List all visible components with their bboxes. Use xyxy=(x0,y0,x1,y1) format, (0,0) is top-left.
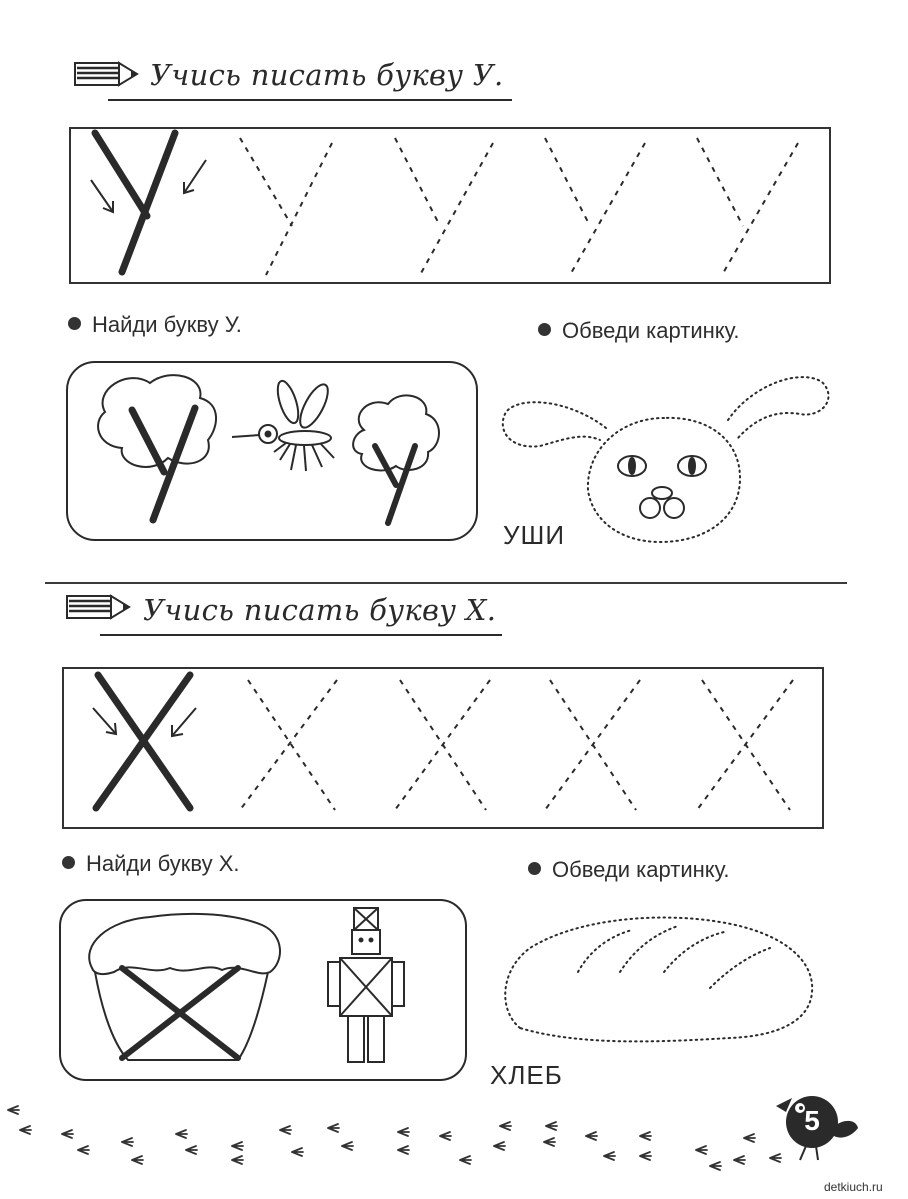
bunny-trace-picture xyxy=(503,377,829,542)
bread-trace-picture xyxy=(505,918,812,1042)
find-u-instruction xyxy=(68,312,242,338)
bunny-face xyxy=(618,456,706,518)
find-x-instruction-text: Найди букву Х. xyxy=(86,851,240,876)
page-number: 5 xyxy=(804,1105,820,1136)
letter-x-dotted-guides xyxy=(240,680,793,810)
picture-word-ushi: УШИ xyxy=(503,520,566,550)
section-u-title-underline xyxy=(108,99,512,101)
bullet-icon xyxy=(68,317,81,330)
bullet-icon xyxy=(538,323,551,336)
trace-x-instruction-text: Обведи картинку. xyxy=(552,857,730,882)
bullet-icon xyxy=(528,862,541,875)
trace-u-instruction xyxy=(538,318,740,344)
section-u-title: Учись писать букву У. xyxy=(150,58,504,92)
mosquito-icon xyxy=(232,379,334,471)
toy-soldier-icon xyxy=(328,908,404,1062)
trace-u-instruction-text: Обведи картинку. xyxy=(562,318,740,343)
section-divider xyxy=(45,582,847,584)
letter-u-in-small-tree xyxy=(375,446,415,523)
letter-u-dotted-guides xyxy=(240,138,798,275)
find-u-instruction-text: Найди букву У. xyxy=(92,312,242,337)
letter-x-sample xyxy=(96,675,190,808)
pencil-icon xyxy=(67,596,129,618)
site-watermark: detkiuch.ru xyxy=(824,1180,883,1194)
section-x-title-underline xyxy=(100,634,502,636)
small-tree-icon xyxy=(353,395,439,470)
pencil-icon xyxy=(75,63,137,85)
letter-u-trace-box xyxy=(70,128,830,283)
bird-footprints-icon xyxy=(8,1106,781,1170)
letter-x-in-cake xyxy=(122,968,238,1058)
bullet-icon xyxy=(62,856,75,869)
cake-icon xyxy=(89,914,280,1060)
picture-word-khleb: ХЛЕБ xyxy=(490,1060,563,1090)
trace-x-instruction xyxy=(528,857,730,883)
section-x-title: Учись писать букву Х. xyxy=(143,593,497,627)
find-x-instruction xyxy=(62,851,240,877)
stroke-direction-arrows-x xyxy=(93,708,196,736)
